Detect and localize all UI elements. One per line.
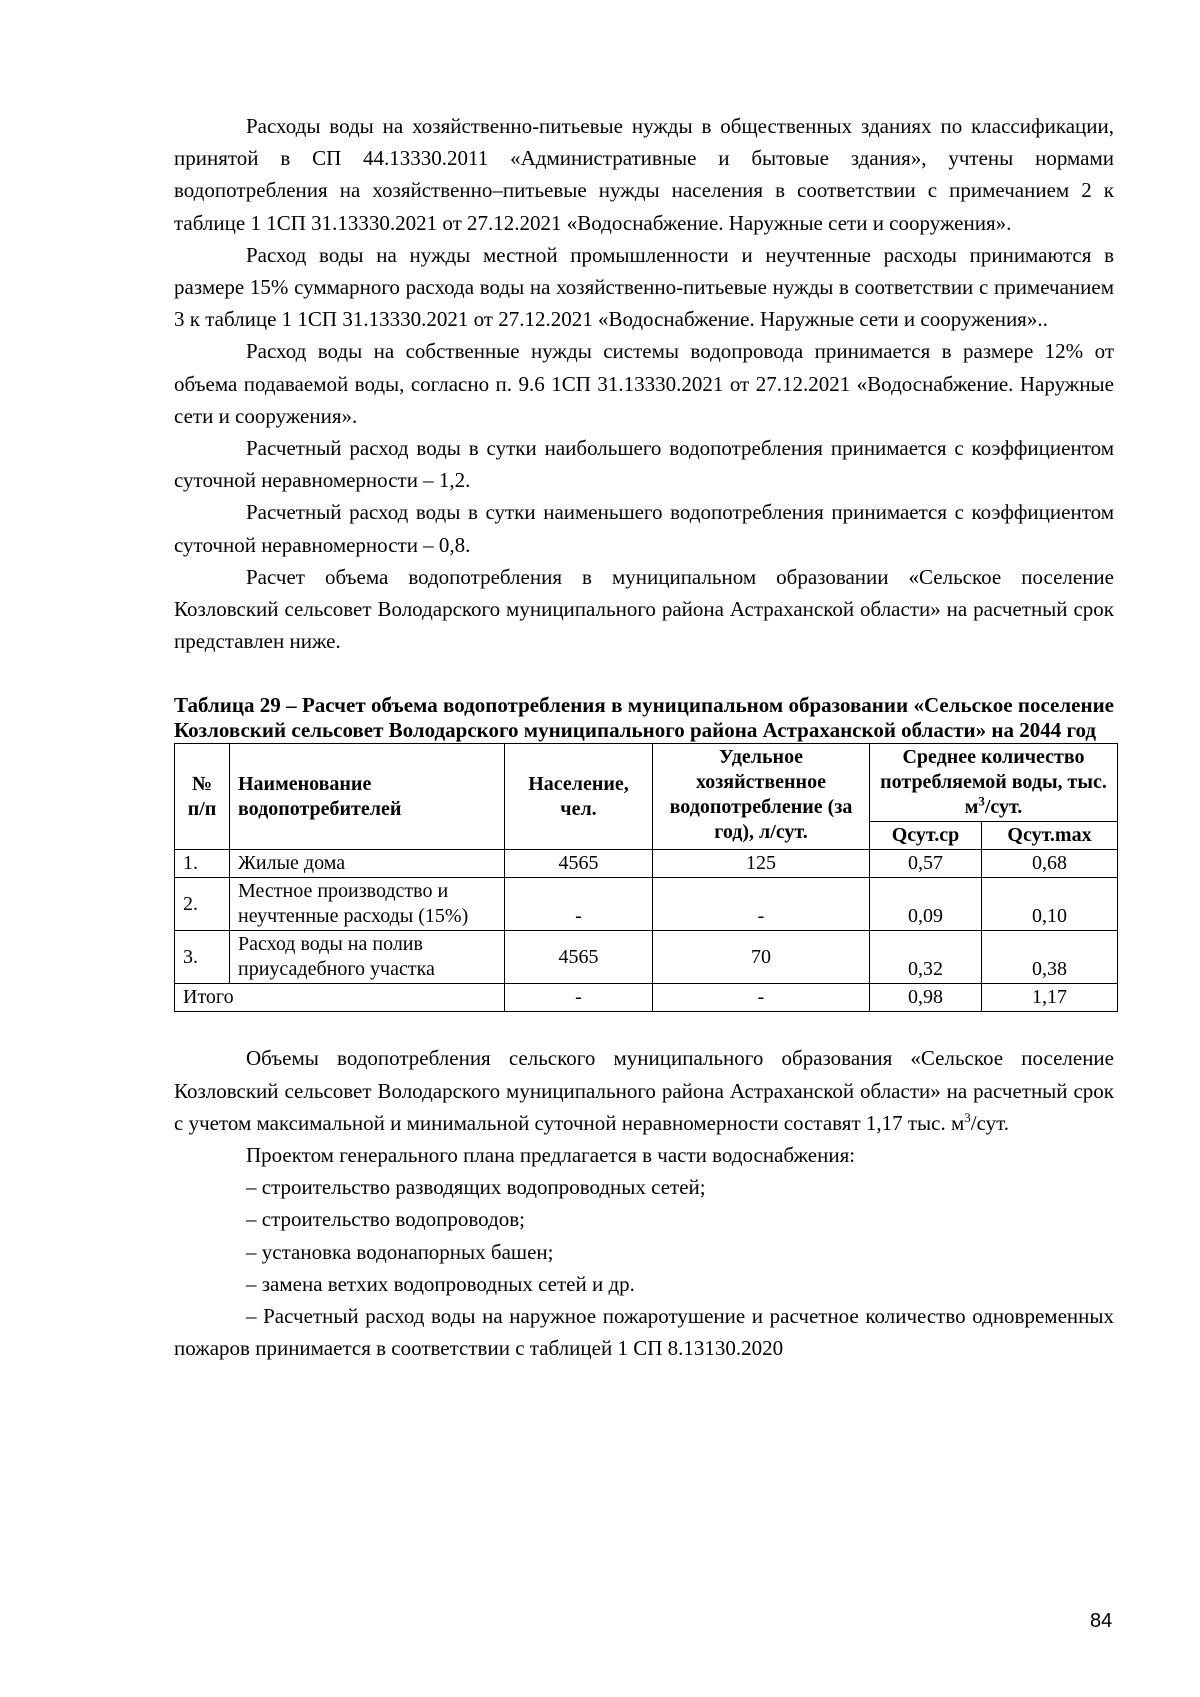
paragraph-6: Расчет объема водопотребления в муниципальном образовании «Сельское поселение Козловский сельсовет Володарского муниципального района Астраханской области» на расчетный срок представлен ниже. <box>174 564 1114 654</box>
row-population: 4565 <box>505 850 653 878</box>
list-item: – установка водонапорных башен; <box>174 1236 1114 1268</box>
paragraph-5: Расчетный расход воды в сутки наименьшего водопотребления принимается с коэффициентом суточной неравномерности – 0,8. <box>174 500 1114 557</box>
total-specific: - <box>653 984 870 1012</box>
row-specific: 70 <box>653 931 870 984</box>
header-num: № п/п <box>175 744 230 850</box>
table-header-row <box>175 744 1118 822</box>
proposal-list <box>174 1171 1114 1300</box>
table-caption: Таблица 29 – Расчет объема водопотребления в муниципальном образовании «Сельское поселение Козловский сельсовет Володарского муниципального района Астраханской области» на 2044 год <box>174 693 1114 743</box>
header-population: Население, чел. <box>505 744 653 850</box>
row-name: Расход воды на полив приусадебного участка <box>230 931 505 984</box>
list-item: – строительство водопроводов; <box>174 1203 1114 1235</box>
total-q-max: 1,17 <box>982 984 1118 1012</box>
header-specific: Удельное хозяйственное водопотребление (за год), л/сут. <box>653 744 870 850</box>
fire-paragraph: – Расчетный расход воды на наружное пожаротушение и расчетное количество одновременных пожаров принимается в соответствии с таблицей 1 СП 8.13130.2020 <box>174 1304 1114 1361</box>
row-population: - <box>505 878 653 931</box>
total-q-avg: 0,98 <box>870 984 982 1012</box>
row-q-max: 0,38 <box>982 931 1118 984</box>
header-average-text: Среднее количество потребляемой воды, тыс. м <box>880 746 1107 819</box>
row-name: Жилые дома <box>230 850 505 878</box>
water-consumption-table <box>174 743 1118 1012</box>
row-num: 3. <box>175 931 230 984</box>
row-name: Местное производство и неучтенные расходы (15%) <box>230 878 505 931</box>
paragraph-1: Расходы воды на хозяйственно-питьевые нужды в общественных зданиях по классификации, принятой в СП 44.13330.2011 «Административные и бытовые здания», учтены нормами водопотребления на хозяйственно–питьевые нужды населения в соответствии с примечанием 2 к таблице 1 1СП 31.13330.2021 от 27.12.2021 «Водоснабжение. Наружные сети и сооружения». <box>174 114 1114 235</box>
header-q-avg: Qсут.ср <box>870 822 982 850</box>
header-average-sup: 3 <box>978 793 985 809</box>
row-q-avg: 0,32 <box>870 931 982 984</box>
proposal-intro: Проектом генерального плана предлагается в части водоснабжения: <box>246 1143 856 1168</box>
list-item: – замена ветхих водопроводных сетей и др. <box>174 1268 1114 1300</box>
header-q-max: Qсут.max <box>982 822 1118 850</box>
total-label: Итого <box>175 984 505 1012</box>
total-population: - <box>505 984 653 1012</box>
paragraph-4: Расчетный расход воды в сутки наибольшего водопотребления принимается с коэффициентом суточной неравномерности – 1,2. <box>174 436 1114 493</box>
header-average-group <box>870 744 1118 822</box>
row-q-max: 0,10 <box>982 878 1118 931</box>
row-q-avg: 0,57 <box>870 850 982 878</box>
row-population: 4565 <box>505 931 653 984</box>
row-num: 2. <box>175 878 230 931</box>
table-row <box>175 850 1118 878</box>
paragraph-3: Расход воды на собственные нужды системы водопровода принимается в размере 12% от объема подаваемой воды, согласно п. 9.6 1СП 31.13330.2021 от 27.12.2021 «Водоснабжение. Наружные сети и сооружения». <box>174 339 1114 428</box>
table-total-row <box>175 984 1118 1012</box>
paragraph-2: Расход воды на нужды местной промышленности и неучтенные расходы принимаются в размере 15% суммарного расхода воды на хозяйственно-питьевые нужды в соответствии с примечанием 3 к таблице 1 1СП 31.13330.2021 от 27.12.2021 «Водоснабжение. Наружные сети и сооружения».. <box>174 242 1114 332</box>
header-average-unit: /сут. <box>984 796 1023 819</box>
table-row <box>175 878 1118 931</box>
row-specific: - <box>653 878 870 931</box>
volume-summary-unit: /сут. <box>970 1110 1010 1135</box>
row-num: 1. <box>175 850 230 878</box>
row-specific: 125 <box>653 850 870 878</box>
page-number: 84 <box>1090 1610 1113 1632</box>
list-item: – строительство разводящих водопроводных сетей; <box>174 1171 1114 1203</box>
volume-summary-sup: 3 <box>964 1109 971 1125</box>
document-page <box>174 110 1114 1364</box>
table-row <box>175 931 1118 984</box>
volume-summary-paragraph <box>174 1042 1114 1139</box>
row-q-max: 0,68 <box>982 850 1118 878</box>
row-q-avg: 0,09 <box>870 878 982 931</box>
volume-summary-text: Объемы водопотребления сельского муниципального образования «Сельское поселение Козловский сельсовет Володарского муниципального района Астраханской области» на расчетный срок с учетом максимальной и минимальной суточной неравномерности составят 1,17 тыс. м <box>174 1046 1114 1135</box>
header-name: Наименование водопотребителей <box>230 744 505 850</box>
